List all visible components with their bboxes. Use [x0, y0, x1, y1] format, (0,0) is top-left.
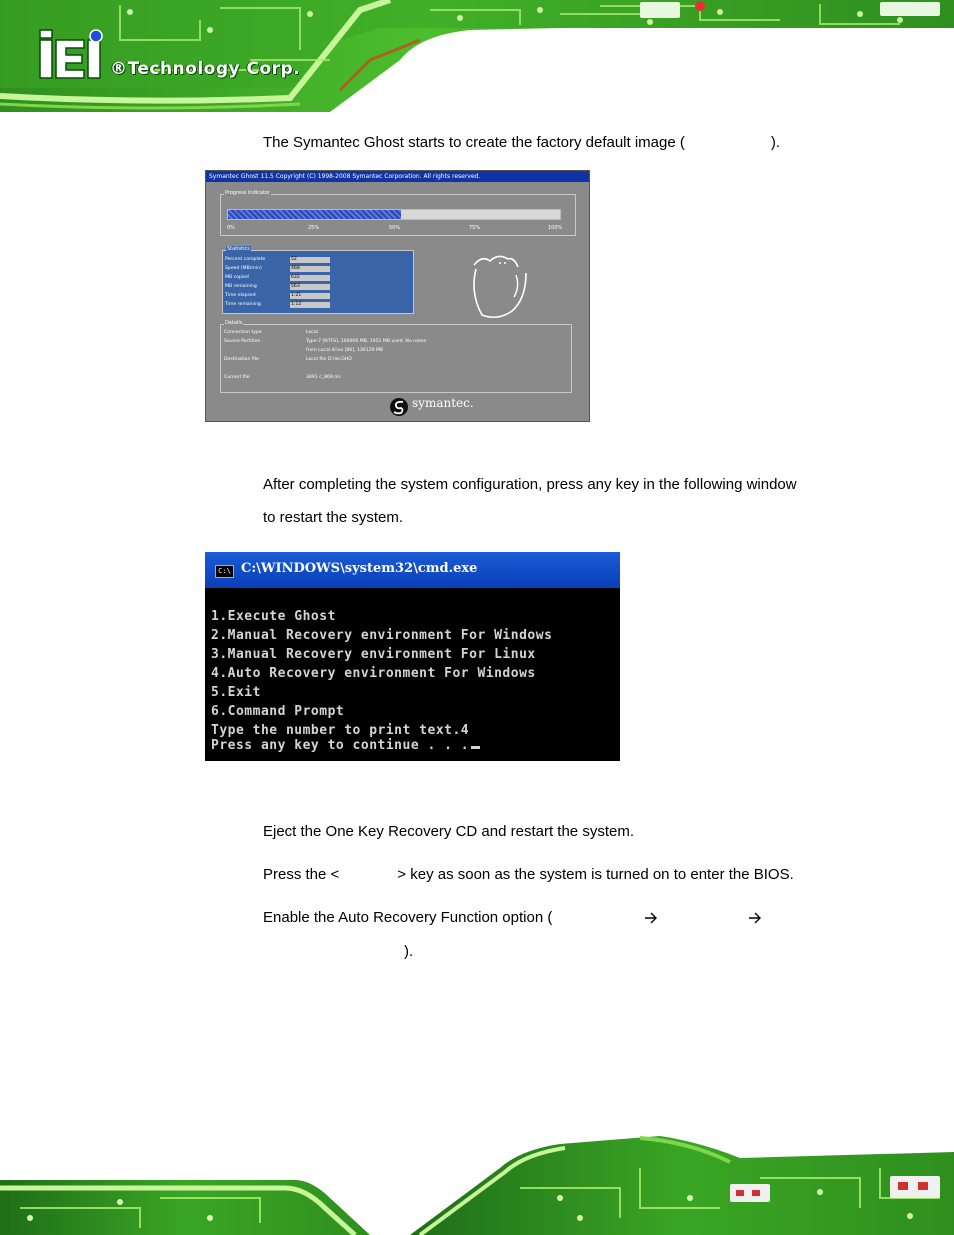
stat-value: 563 — [290, 284, 330, 290]
stat-row: Percent complete — [225, 257, 266, 262]
paragraph-after-config-2: to restart the system. — [263, 509, 404, 526]
cmd-cursor — [471, 746, 480, 749]
paragraph-eject: Eject the One Key Recovery CD and restart the system. — [263, 823, 634, 840]
circuit-board-art — [0, 0, 954, 112]
cmd-line: Type the number to print text.4 — [211, 723, 470, 738]
detail-source-value-2: from Local drive [80], 130129 MB — [306, 348, 384, 353]
cmd-icon: C:\ — [215, 565, 234, 578]
details-panel — [220, 320, 572, 393]
paragraph-enable-auto: Enable the Auto Recovery Function option ( — [263, 909, 553, 926]
stat-row: Speed (MB/min) — [225, 266, 262, 271]
ghost-title-bar: Symantec Ghost 11.5 Copyright (C) 1998-2008 Symantec Corporation. All rights reserved. — [206, 171, 589, 182]
paragraph-enable-close: ). — [404, 943, 414, 960]
arrow-right-icon — [644, 912, 658, 924]
cmd-line: 5.Exit — [211, 685, 261, 700]
detail-current-label: Current file — [224, 375, 250, 380]
cmd-line-prompt: Press any key to continue . . . — [211, 738, 480, 753]
iei-logo-icon — [38, 28, 108, 82]
press-the-text: Press the < — [263, 866, 340, 883]
detail-connection-label: Connection type — [224, 330, 262, 335]
cmd-title-bar — [205, 552, 620, 588]
header-banner — [0, 0, 954, 112]
symantec-ghost-screenshot — [205, 170, 590, 422]
details-label: Details — [225, 320, 243, 326]
paragraph-press-key — [263, 866, 794, 884]
paragraph-ghost-start — [263, 134, 780, 152]
detail-current-value: 3891 c_869.nls — [306, 375, 341, 380]
stat-value: 632 — [290, 275, 330, 281]
stat-value: 1:21 — [290, 293, 330, 299]
press-key-rest-text: > key as soon as the system is turned on to enter the BIOS. — [397, 866, 794, 883]
cmd-title: C:\WINDOWS\system32\cmd.exe — [241, 561, 478, 576]
progress-indicator-label: Progress Indicator — [225, 190, 271, 196]
symantec-brand: symantec. — [412, 396, 474, 410]
statistics-panel — [222, 246, 414, 314]
stat-value: 1:12 — [290, 302, 330, 308]
ghost-start-text: The Symantec Ghost starts to create the factory default image ( — [263, 134, 685, 151]
progress-tick-0: 0% — [227, 225, 235, 231]
cmd-line: 6.Command Prompt — [211, 704, 345, 719]
progress-tick-75: 75% — [469, 225, 481, 231]
detail-source-value-1: Type:7 [NTFS], 100006 MB, 1951 MB used, No name — [306, 339, 427, 344]
detail-connection-value: Local — [306, 330, 318, 335]
detail-destination-value: Local file D:\iei.GHO — [306, 357, 352, 362]
cmd-line: 2.Manual Recovery environment For Windows — [211, 628, 553, 643]
stat-row: Time elapsed — [225, 293, 256, 298]
company-tagline: ®Technology Corp. — [110, 59, 301, 79]
paragraph-after-config-1: After completing the system configuration, press any key in the following window — [263, 476, 797, 493]
ghost-start-close: ). — [770, 134, 781, 151]
cmd-window-screenshot — [205, 552, 620, 761]
arrow-right-icon — [748, 912, 762, 924]
statistics-label: Statistics — [227, 246, 250, 252]
stat-value: 52 — [290, 257, 330, 263]
cmd-line: 4.Auto Recovery environment For Windows — [211, 666, 536, 681]
footer-banner — [0, 1128, 954, 1235]
progress-tick-50: 50% — [389, 225, 401, 231]
circuit-board-art — [0, 1128, 954, 1235]
cmd-line: 3.Manual Recovery environment For Linux — [211, 647, 536, 662]
detail-source-label: Source Partition — [224, 339, 261, 344]
stat-value: 468 — [290, 266, 330, 272]
progress-bar-fill — [228, 210, 401, 219]
progress-tick-25: 25% — [308, 225, 320, 231]
detail-destination-label: Destination file — [224, 357, 259, 362]
ghost-mascot-icon — [468, 253, 532, 321]
stat-row: MB copied — [225, 275, 249, 280]
symantec-logo-icon — [389, 397, 409, 417]
stat-row: Time remaining — [225, 302, 261, 307]
progress-tick-100: 100% — [548, 225, 563, 231]
cmd-line: 1.Execute Ghost — [211, 609, 336, 624]
stat-row: MB remaining — [225, 284, 257, 289]
progress-bar — [227, 209, 561, 220]
